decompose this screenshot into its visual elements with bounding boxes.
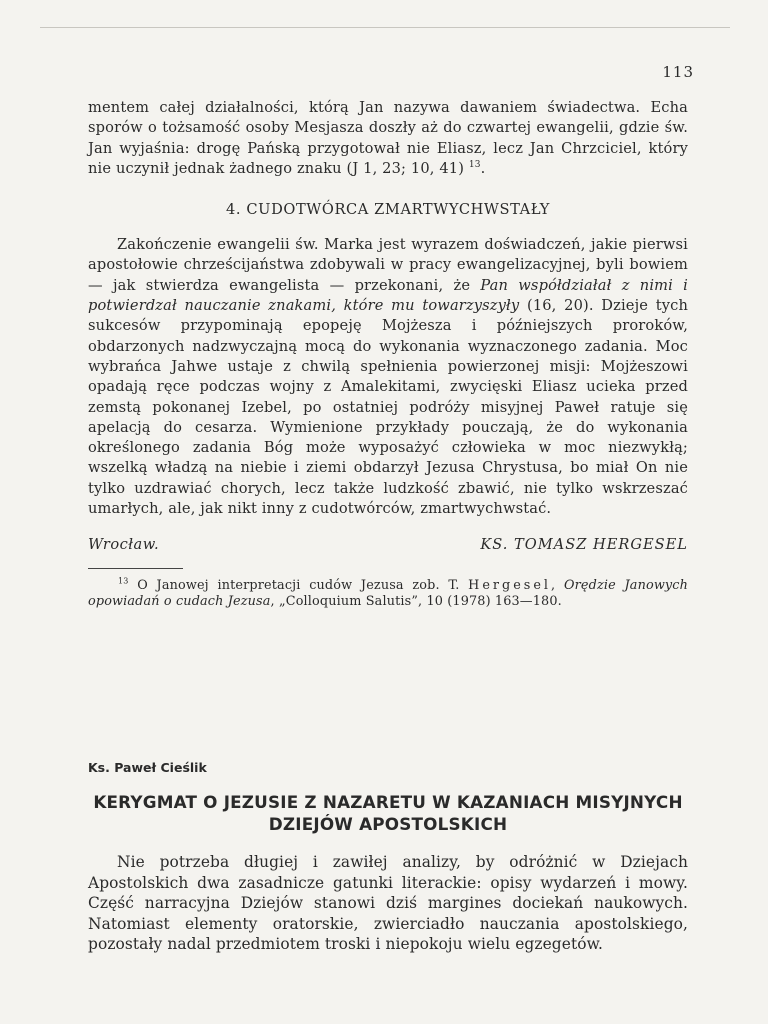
main-paragraph-b: (16, 20). Dzieje tych sukcesów przypominają epopeję Mojżesza i późniejszych proroków, obdarzonych nadzwyczajną mocą do wykonania wyznaczonego zadania. Moc wybrańca Jahwe ustaje z chwilą spełnienia powierzonej misji: Mojżeszowi opadają ręce podczas wojny z Amalekitami, zwycięski Eliasz ucieka przed zemstą pokonanej Izebel, po ostatniej podróży misyjnej Paweł ratuje się apelacją do cesarza. Wymienione przykłady pouczają, że do wykonania określonego zadania Bóg może wyposażyć człowieka w moc niezwykłą; wszelką władzą na niebie i ziemi obdarzył Jezusa Chrystusa, bo miał On nie tylko uzdrawiać chorych, lecz także ludzkość zbawić, nie tylko wskrzeszać umarłych, ale, jak nikt inny z cudotwórców, zmartwychwstać. (88, 297, 688, 518)
article1-body (88, 98, 688, 610)
footnote-text-c: , „Colloquium Salutis”, 10 (1978) 163—180. (270, 594, 562, 610)
page-number: 113 (662, 63, 694, 81)
section-heading: 4. CUDOTWÓRCA ZMARTWYCHWSTAŁY (226, 201, 550, 219)
article2-title-line2: DZIEJÓW APOSTOLSKICH (268, 814, 508, 834)
article2-body (88, 852, 688, 955)
scripture-quote: Pan współdziałał z nimi i potwierdzał nauczanie znakami, które mu towarzyszyły (88, 276, 688, 315)
opening-end: . (480, 159, 486, 177)
footnote (88, 578, 688, 610)
footnote-text-a: O Janowej interpretacji cudów Jezusa zob. T. (128, 578, 469, 594)
footnote-title: Orędzie Janowych opowiadań o cudach Jezusa (88, 578, 689, 610)
article2-title-line1: KERYGMAT O JEZUSIE Z NAZARETU W KAZANIACH MISYJNYCH (93, 792, 683, 812)
footnote-rule (88, 568, 183, 569)
footnote-text-b: , (551, 578, 564, 594)
main-paragraph-a: Zakończenie ewangelii św. Marka jest wyrazem doświadczeń, jakie pierwsi apostołowie chrześcijaństwa zdobywali w pracy ewangelizacyjnej, byli bowiem — jak stwierdza ewangelista — przekonani, że (88, 236, 688, 294)
signature-author: KS. TOMASZ HERGESEL (480, 536, 688, 554)
footnote-number: 13 (118, 577, 129, 587)
top-rule (40, 27, 730, 28)
opening-paragraph (88, 98, 688, 179)
signature-line (88, 536, 688, 553)
article2-title (88, 791, 688, 835)
footnote-author: Hergesel (468, 578, 552, 594)
opening-paragraph-text: mentem całej działalności, którą Jan nazywa dawaniem świadectwa. Echa sporów o tożsamość osoby Mesjasza doszły aż do czwartej ewangelii, gdzie św. Jan wyjaśnia: drogę Pańską przygotował nie Eliasz, lecz Jan Chrzciciel, który nie uczynił jednak żadnego znaku (J 1, 23; 10, 41) (88, 99, 688, 177)
main-paragraph (88, 235, 688, 519)
article2-author: Ks. Paweł Cieślik (88, 760, 207, 775)
article2-paragraph: Nie potrzeba długiej i zawiłej analizy, by odróżnić w Dziejach Apostolskich dwa zasadnicze gatunki literackie: opisy wydarzeń i mowy. Część narracyjna Dziejów stanowi dziś margines dociekań naukowych. Natomiast elementy oratorskie, zwierciadło nauczania apostolskiego, pozostały nadal przedmiotem troski i niepokoju wielu egzegetów. (88, 853, 688, 954)
footnote-ref: 13 (468, 160, 481, 171)
signature-place: Wrocław. (88, 536, 160, 554)
